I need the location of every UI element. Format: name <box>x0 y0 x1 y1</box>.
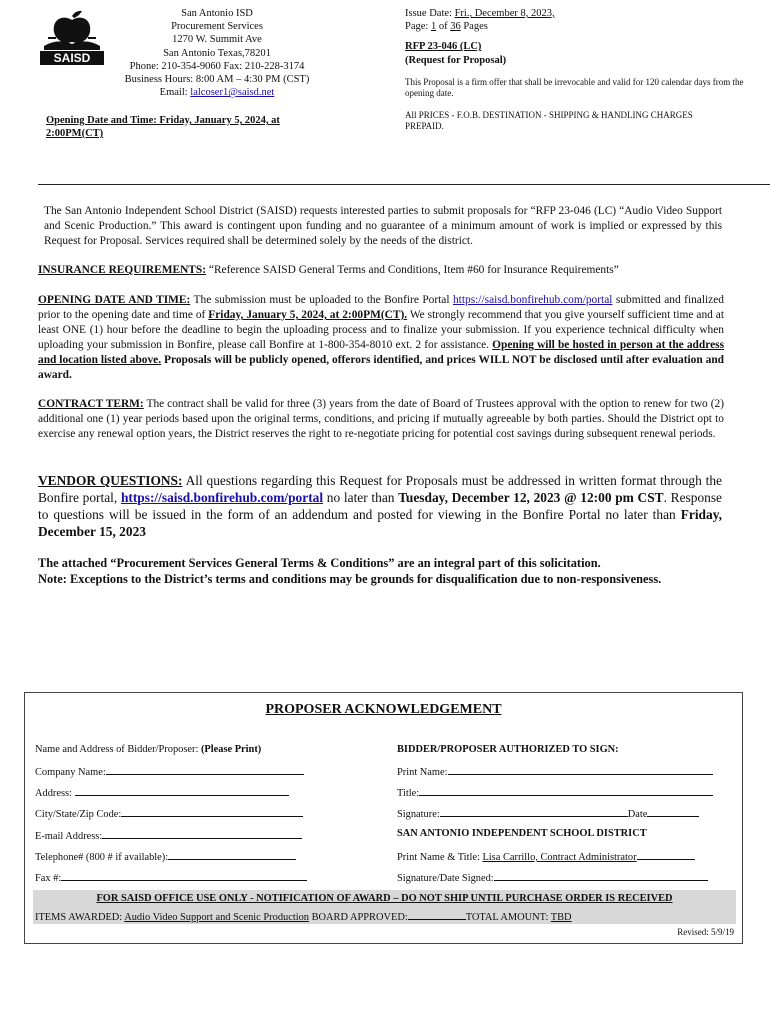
org-hours: Business Hours: 8:00 AM – 4:30 PM (CST) <box>124 74 310 86</box>
org-city: San Antonio Texas,78201 <box>163 47 271 59</box>
vendor-questions-paragraph: VENDOR QUESTIONS: All questions regarding this Request for Proposals must be addressed in written format through the Bonfire portal, https://saisd.bonfirehub.com/portal no later than Tuesday, December 12, 2023 @ 12:00 pm CST. Response to questions will be issued in the form of an addendum and posted for viewing in the Bonfire Portal no later than Friday, December 15, 2023 <box>38 473 723 539</box>
org-address-block <box>112 7 322 99</box>
authorized-to-sign-label: BIDDER/PROPOSER AUTHORIZED TO SIGN: <box>397 744 619 755</box>
name-address-label: Name and Address of Bidder/Proposer: (Please Print) <box>35 744 262 755</box>
terms-note: The attached “Procurement Services General Terms & Conditions” are an integral part of this solicitation. Note: Exceptions to the District’s terms and conditions may be grounds for disqualification due to non-responsiveness. <box>38 556 662 586</box>
email-link[interactable]: lalcoser1@saisd.net <box>190 87 275 99</box>
district-name-label: SAN ANTONIO INDEPENDENT SCHOOL DISTRICT <box>397 828 647 839</box>
print-name-field[interactable]: Print Name: <box>397 764 713 779</box>
items-awarded-row: ITEMS AWARDED: Audio Video Support and Scenic Production BOARD APPROVED: TOTAL AMOUNT: TBD <box>35 909 572 923</box>
issue-date-row: Issue Date: Fri., December 8, 2023, <box>405 8 555 19</box>
org-street: 1270 W. Summit Ave <box>172 34 262 46</box>
signature-date-signed-field[interactable]: Signature/Date Signed: <box>397 870 708 885</box>
fax-field[interactable]: Fax #: <box>35 870 307 885</box>
issue-block <box>405 7 765 133</box>
rfp-type: (Request for Proposal) <box>405 54 507 66</box>
apple-logo-icon <box>38 8 106 66</box>
opening-paragraph: OPENING DATE AND TIME: The submission must be uploaded to the Bonfire Portal https://saisd.bonfirehub.com/portal submitted and finalized prior to the opening date and time of Friday, January 5, 2024, at 2:00PM(CT). We strongly recommend that you give yourself sufficient time and at least ONE (1) hour before the deadline to begin the uploading process and to finalize your submission. If you experience technical difficulty when uploading your submission in Bonfire, please call Bonfire at 1-800-354-8010 ext. 2 for assistance. Opening will be hosted in person at the address and location listed above. Proposals will be publicly opened, offerors identified, and prices WILL NOT be disclosed until after evaluation and award. <box>38 294 725 381</box>
org-dept: Procurement Services <box>171 21 263 33</box>
print-name-title-field: Print Name & Title: Lisa Carrillo, Contract Administrator <box>397 849 695 864</box>
org-email-row: Email: lalcoser1@saisd.net <box>159 87 275 99</box>
bonfire-portal-link-2[interactable]: https://saisd.bonfirehub.com/portal <box>120 490 324 505</box>
org-name: San Antonio ISD <box>181 8 253 19</box>
header-divider <box>38 184 770 185</box>
company-name-field[interactable]: Company Name: <box>35 764 304 779</box>
intro-paragraph: The San Antonio Independent School District (SAISD) requests interested parties to submit proposals for “RFP 23-046 (LC) “Audio Video Support and Scenic Production.” This award is contingent upon funding and no guarantee of a minimum amount of work is implied or expressed by this Request for Proposal. Services required shall be determined solely by the needs of the district. <box>44 205 722 247</box>
org-phone: Phone: 210-354-9060 Fax: 210-228-3174 <box>129 60 305 72</box>
page-row: Page: 1 of 36 Pages <box>405 21 488 33</box>
saisd-logo <box>38 8 106 66</box>
title-field[interactable]: Title: <box>397 785 713 800</box>
opening-date-header: Opening Date and Time: Friday, January 5, 2024, at 2:00PM(CT) <box>46 115 280 139</box>
telephone-field[interactable]: Telephone# (800 # if available): <box>35 849 296 864</box>
email-address-field[interactable]: E-mail Address: <box>35 828 302 843</box>
ack-title: PROPOSER ACKNOWLEDGEMENT <box>265 702 502 717</box>
city-state-zip-field[interactable]: City/State/Zip Code: <box>35 806 303 821</box>
prices-text: All PRICES - F.O.B. DESTINATION - SHIPPING & HANDLING CHARGES PREPAID. <box>405 109 693 132</box>
contract-paragraph: CONTRACT TERM: The contract shall be valid for three (3) years from the date of Board of Trustees approval with the option to renew for two (2) additional one (1) year periods based upon the original terms, conditions, and pricing if mutually agreeable by both parties. Should the District opt to exercise any renewal option years, the District reserves the right to re-negotiate pricing for potential cost savings during subsequent renewal periods. <box>38 398 724 440</box>
insurance-paragraph: INSURANCE REQUIREMENTS: “Reference SAISD General Terms and Conditions, Item #60 for Insurance Requirements” <box>38 264 619 276</box>
office-use-bar <box>33 890 736 924</box>
bonfire-portal-link[interactable]: https://saisd.bonfirehub.com/portal <box>452 294 613 306</box>
revised-date: Revised: 5/9/19 <box>677 927 734 937</box>
address-field[interactable]: Address: <box>35 785 289 800</box>
rfp-number: RFP 23-046 (LC) <box>405 41 482 53</box>
proposer-acknowledgement-box <box>24 692 743 944</box>
signature-date-field[interactable]: Signature: Date <box>397 806 699 821</box>
firm-offer-text: This Proposal is a firm offer that shall be irrevocable and valid for 120 calendar days from the opening date. <box>405 76 744 99</box>
office-use-title: FOR SAISD OFFICE USE ONLY - NOTIFICATION OF AWARD – DO NOT SHIP UNTIL PURCHASE ORDER IS RECEIVED <box>96 893 673 904</box>
logo-text: SAISD <box>53 51 91 65</box>
